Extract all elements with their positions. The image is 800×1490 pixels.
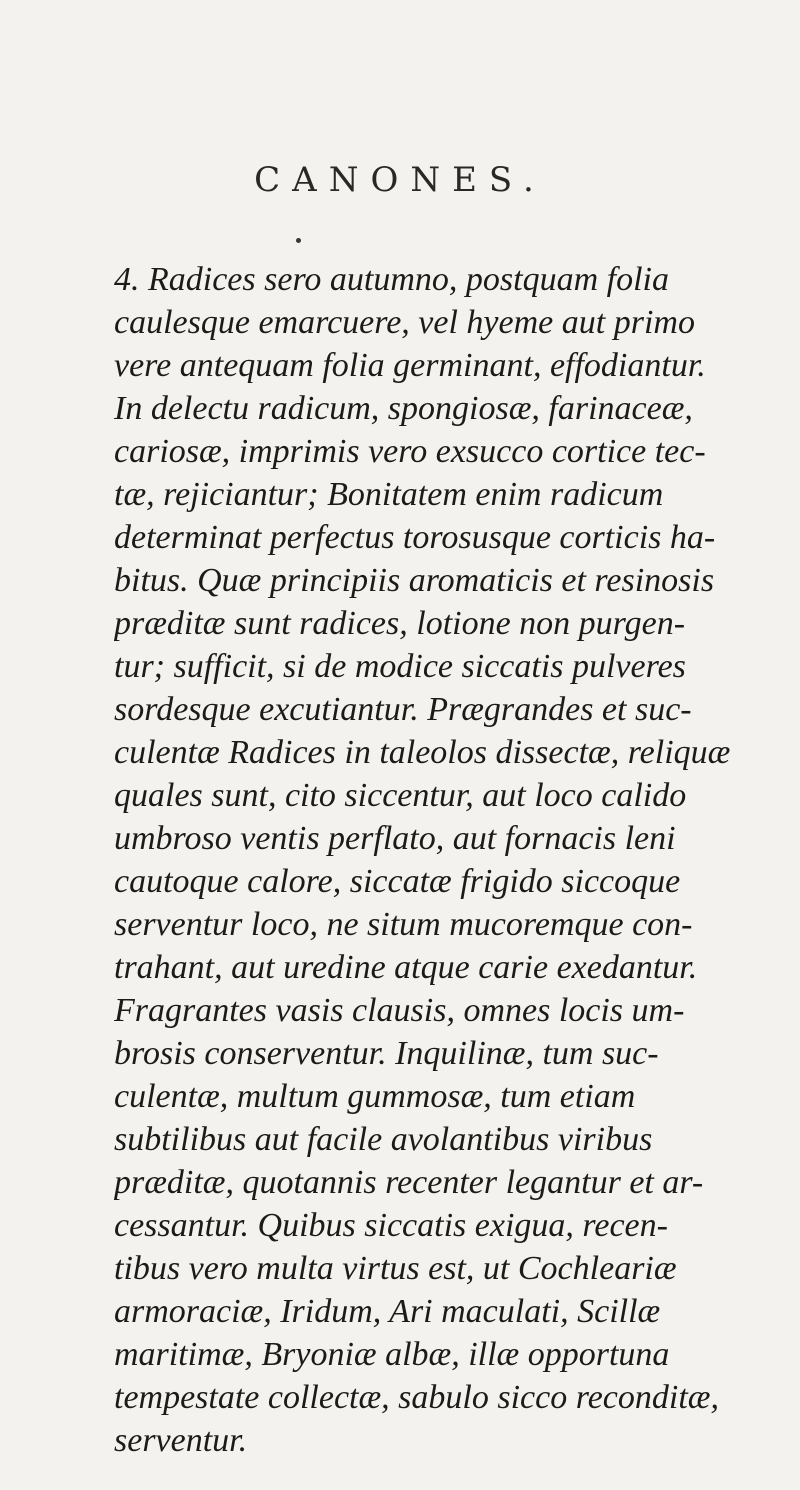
text-line: vere antequam folia germinant, effodiantur. — [114, 347, 706, 384]
text-line: umbroso ventis perflato, aut fornacis leni — [114, 820, 676, 857]
text-line: præditæ, quotannis recenter legantur et ar- — [114, 1164, 704, 1201]
text-line: tibus vero multa virtus est, ut Cochleariæ — [114, 1250, 677, 1287]
text-line: caulesque emarcuere, vel hyeme aut primo — [114, 304, 695, 341]
text-line: tæ, rejiciantur; Bonitatem enim radicum — [114, 476, 664, 513]
text-line: cautoque calore, siccatæ frigido siccoque — [114, 863, 681, 900]
text-line: cariosæ, imprimis vero exsucco cortice tec- — [114, 433, 706, 470]
text-line: tur; sufficit, si de modice siccatis pulveres — [114, 648, 686, 685]
text-line: præditæ sunt radices, lotione non purgen- — [114, 605, 686, 642]
text-line: brosis conserventur. Inquilinæ, tum suc- — [114, 1035, 659, 1072]
text-line: maritimæ, Bryoniæ albæ, illæ opportuna — [114, 1336, 670, 1373]
text-line: culentæ, multum gummosæ, tum etiam — [114, 1078, 636, 1115]
paragraph-canon-4 — [114, 258, 764, 1462]
text-line-final: serventur. — [114, 1422, 248, 1459]
text-line: cessantur. Quibus siccatis exigua, recen- — [114, 1207, 668, 1244]
text-line: quales sunt, cito siccentur, aut loco calido — [114, 777, 687, 814]
text-line: subtilibus aut facile avolantibus viribus — [114, 1121, 653, 1158]
text-line: tempestate collectæ, sabulo sicco reconditæ, — [114, 1379, 719, 1416]
text-line: serventur loco, ne situm mucoremque con- — [114, 906, 693, 943]
text-line: culentæ Radices in taleolos dissectæ, reliquæ — [114, 734, 731, 771]
running-title: CANONES. — [254, 160, 546, 200]
text-line: bitus. Quæ principiis aromaticis et resinosis — [114, 562, 715, 599]
text-line: 4. Radices sero autumno, postquam folia — [114, 261, 669, 298]
ink-dot — [296, 238, 301, 243]
text-line: determinat perfectus torosusque corticis ha- — [114, 519, 716, 556]
text-line: armoraciæ, Iridum, Ari maculati, Scillæ — [114, 1293, 661, 1330]
text-line: trahant, aut uredine atque carie exedantur. — [114, 949, 698, 986]
text-line: sordesque excutiantur. Prægrandes et suc- — [114, 691, 692, 728]
text-line: Fragrantes vasis clausis, omnes locis um- — [114, 992, 685, 1029]
text-line: In delectu radicum, spongiosæ, farinaceæ, — [114, 390, 693, 427]
